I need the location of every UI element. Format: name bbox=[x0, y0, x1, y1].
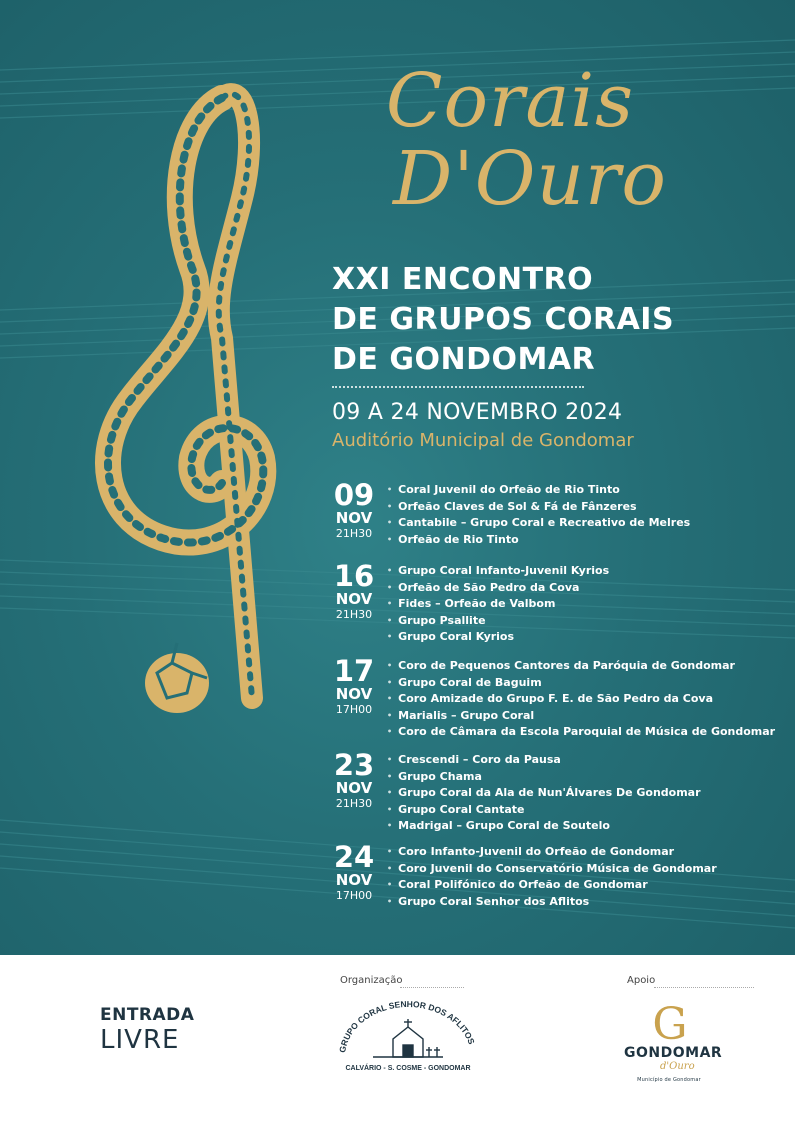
event-time: 17H00 bbox=[335, 703, 373, 716]
event-day: 23 bbox=[333, 748, 375, 782]
list-item: • Grupo Chama bbox=[398, 769, 701, 786]
list-item: • Grupo Coral Cantate bbox=[398, 802, 701, 819]
divider bbox=[400, 987, 464, 988]
list-item: • Crescendi – Coro da Pausa bbox=[398, 752, 701, 769]
list-item: • Coro Infanto-Juvenil do Orfeão de Gondomar bbox=[398, 844, 717, 861]
gondomar-g-logo-icon bbox=[640, 997, 700, 1047]
event-day: 24 bbox=[333, 840, 375, 874]
title-line-2: D'Ouro bbox=[393, 136, 667, 222]
group-list bbox=[398, 658, 775, 741]
municipality-tagline: d'Ouro bbox=[660, 1061, 695, 1072]
event-day: 16 bbox=[333, 559, 375, 593]
event-month: NOV bbox=[335, 871, 373, 889]
list-item: • Grupo Coral Kyrios bbox=[398, 629, 609, 646]
org-logo-arc-text: GRUPO CORAL SENHOR DOS AFLITOS bbox=[337, 998, 477, 1054]
list-item: • Coro Juvenil do Conservatório Música de Gondomar bbox=[398, 861, 717, 878]
org-logo-location: CALVÁRIO - S. COSME - GONDOMAR bbox=[345, 1065, 471, 1072]
title-line-1: Corais bbox=[385, 58, 635, 144]
event-date bbox=[326, 842, 382, 903]
list-item: • Coro Amizade do Grupo F. E. de São Pedro da Cova bbox=[398, 691, 775, 708]
treble-clef-icon bbox=[72, 78, 332, 758]
divider bbox=[654, 987, 754, 988]
event-day: 09 bbox=[333, 478, 375, 512]
group-list bbox=[398, 752, 701, 835]
event-time: 21H30 bbox=[335, 608, 373, 621]
event-date bbox=[326, 480, 382, 541]
group-list bbox=[398, 844, 717, 910]
date-range: 09 A 24 NOVEMBRO 2024 bbox=[332, 400, 623, 425]
event-date bbox=[326, 656, 382, 717]
event-month: NOV bbox=[335, 685, 373, 703]
event-day: 17 bbox=[333, 654, 375, 688]
list-item: • Grupo Coral Senhor dos Aflitos bbox=[398, 894, 717, 911]
event-time: 17H00 bbox=[335, 889, 373, 902]
list-item: • Madrigal – Grupo Coral de Soutelo bbox=[398, 818, 701, 835]
list-item: • Coro de Pequenos Cantores da Paróquia de Gondomar bbox=[398, 658, 775, 675]
event-time: 21H30 bbox=[335, 797, 373, 810]
list-item: • Orfeão Claves de Sol & Fá de Fânzeres bbox=[398, 499, 690, 516]
event-month: NOV bbox=[335, 779, 373, 797]
list-item: • Grupo Psallite bbox=[398, 613, 609, 630]
event-date bbox=[326, 561, 382, 622]
footer bbox=[0, 955, 795, 1123]
list-item: • Coral Polifónico do Orfeão de Gondomar bbox=[398, 877, 717, 894]
list-item: • Cantabile – Grupo Coral e Recreativo de Melres bbox=[398, 515, 690, 532]
svg-text:G: G bbox=[652, 999, 688, 1047]
list-item: • Orfeão de Rio Tinto bbox=[398, 532, 690, 549]
headline bbox=[332, 260, 772, 380]
group-list bbox=[398, 563, 609, 646]
list-item: • Grupo Coral de Baguim bbox=[398, 675, 775, 692]
headline-line-1: XXI ENCONTRO bbox=[332, 262, 594, 297]
free-entry bbox=[100, 1005, 194, 1055]
headline-line-3: DE GONDOMAR bbox=[332, 342, 596, 377]
list-item: • Orfeão de São Pedro da Cova bbox=[398, 580, 609, 597]
group-list bbox=[398, 482, 690, 548]
municipality-label: Município de Gondomar bbox=[637, 1077, 701, 1083]
list-item: • Grupo Coral da Ala de Nun'Álvares De Gondomar bbox=[398, 785, 701, 802]
list-item: • Coral Juvenil do Orfeão de Rio Tinto bbox=[398, 482, 690, 499]
event-time: 21H30 bbox=[335, 527, 373, 540]
event-month: NOV bbox=[335, 509, 373, 527]
divider bbox=[332, 386, 584, 388]
organization-label: Organização bbox=[340, 975, 403, 986]
event-date bbox=[326, 750, 382, 811]
venue: Auditório Municipal de Gondomar bbox=[332, 430, 634, 451]
list-item: • Marialis – Grupo Coral bbox=[398, 708, 775, 725]
chapel-icon bbox=[373, 1019, 443, 1057]
headline-line-2: DE GRUPOS CORAIS bbox=[332, 302, 675, 337]
list-item: • Coro de Câmara da Escola Paroquial de Música de Gondomar bbox=[398, 724, 775, 741]
free-entry-line-1: ENTRADA bbox=[100, 1005, 195, 1025]
free-entry-line-2: LIVRE bbox=[100, 1025, 180, 1055]
support-label: Apoio bbox=[627, 975, 656, 986]
list-item: • Fides – Orfeão de Valbom bbox=[398, 596, 609, 613]
organizer-logo bbox=[333, 995, 483, 1085]
municipality-name: GONDOMAR bbox=[624, 1045, 723, 1061]
list-item: • Grupo Coral Infanto-Juvenil Kyrios bbox=[398, 563, 609, 580]
event-logo-title bbox=[300, 58, 720, 222]
event-month: NOV bbox=[335, 590, 373, 608]
